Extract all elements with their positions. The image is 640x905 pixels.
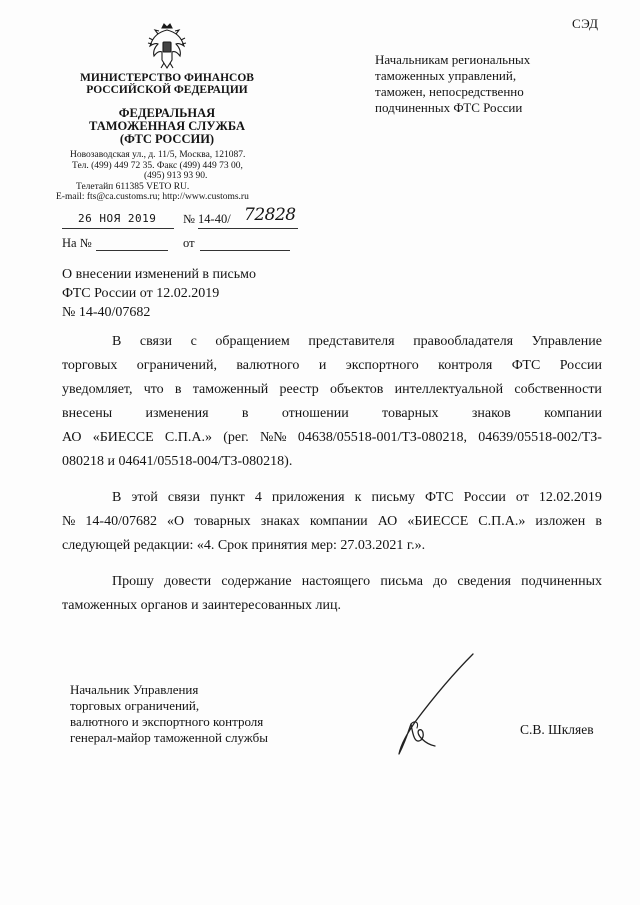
service-line: ФЕДЕРАЛЬНАЯ	[118, 106, 216, 120]
signer-name: С.В. Шкляев	[520, 722, 594, 737]
body-word: письма	[380, 574, 423, 589]
body-word: «О	[167, 514, 185, 529]
body-word: товарных	[194, 514, 251, 529]
body-word: связи	[167, 490, 200, 505]
registration-number-prefix: № 14-40/	[183, 212, 231, 226]
body-word: ФТС	[425, 490, 454, 505]
body-word: №	[62, 514, 76, 529]
subject-block	[62, 265, 256, 322]
body-word: пункт	[210, 490, 245, 505]
body-line	[62, 570, 602, 594]
subject-line: ФТС России от 12.02.2019	[62, 286, 220, 301]
body-word: АО	[62, 430, 82, 445]
contact-teletype: Телетайп 611385 VETO RU.	[76, 181, 190, 192]
body-word: ограничений,	[136, 358, 217, 373]
body-word: объектов	[330, 382, 384, 397]
body-word: этой	[131, 490, 158, 505]
body-word: изложен	[535, 514, 586, 529]
recipient-line: Начальникам региональных	[375, 52, 531, 67]
signatory-title	[70, 682, 268, 746]
body-word: с	[190, 334, 197, 349]
sed-mark: СЭД	[572, 16, 599, 31]
body-word: компании	[309, 514, 368, 529]
reference-number-label: На №	[62, 236, 92, 250]
body-word: В	[112, 490, 122, 505]
body-word: обращением	[215, 334, 290, 349]
body-word: в	[174, 382, 182, 397]
reference-date-blank	[200, 250, 290, 251]
body-word: сведения	[457, 574, 511, 589]
body-word: в	[241, 406, 249, 421]
number-underline	[198, 228, 298, 229]
body-word: №№	[259, 430, 287, 445]
contact-address: Новозаводская ул., д. 11/5, Москва, 121087.	[70, 150, 246, 160]
reference-date-label: от	[183, 236, 195, 250]
body-word: (рег.	[223, 430, 249, 445]
signatory-title-line: генерал-майор таможенной службы	[70, 730, 268, 745]
body-word: России	[463, 490, 506, 505]
service-name	[62, 107, 272, 146]
contact-phone: Тел. (499) 449 72 35. Факс (499) 449 73 00,	[72, 160, 243, 171]
body-word: контроля	[438, 358, 493, 373]
body-word: 14-40/07682	[85, 514, 157, 529]
signatory-title-line: валютного и экспортного контроля	[70, 714, 264, 729]
ministry-line: РОССИЙСКОЙ ФЕДЕРАЦИИ	[86, 84, 248, 96]
recipient-block	[375, 52, 575, 116]
body-word: от	[515, 490, 529, 505]
body-word: 12.02.2019	[538, 490, 602, 505]
body-word: что	[143, 382, 164, 397]
paragraph-3	[62, 570, 602, 618]
body-word: знаках	[260, 514, 300, 529]
body-line: таможенных органов и заинтересованных лиц.	[62, 598, 341, 613]
body-word: С.П.А.»	[164, 430, 212, 445]
body-word: собственности	[514, 382, 602, 397]
body-word: 04638/05518-001/ТЗ-080218,	[297, 430, 468, 445]
body-word: Прошу	[112, 574, 154, 589]
body-word: внесены	[62, 406, 113, 421]
registration-date: 26 НОЯ 2019	[78, 212, 157, 225]
reference-number-blank	[96, 250, 168, 251]
body-word: «БИЕССЕ	[92, 430, 154, 445]
body-word: товарных	[382, 406, 439, 421]
body-word: в	[595, 514, 602, 529]
date-underline	[62, 228, 174, 229]
letter-body	[62, 330, 602, 618]
signatory-title-line: торговых ограничений,	[70, 698, 200, 713]
body-line	[62, 354, 602, 378]
paragraph-2	[62, 486, 602, 558]
body-word: «БИЕССЕ	[407, 514, 469, 529]
recipient-line: подчиненных ФТС России	[375, 100, 523, 115]
body-word: Управление	[531, 334, 602, 349]
body-line: следующей редакции: «4. Срок принятия мер: 27.03.2021 г.».	[62, 538, 426, 553]
signatory-title-line: Начальник Управления	[70, 682, 199, 697]
body-word: таможенный	[192, 382, 269, 397]
body-word: ФТС	[511, 358, 541, 373]
contact-email: E-mail: fts@ca.customs.ru; http://www.customs.ru	[56, 192, 249, 202]
body-word: письму	[371, 490, 415, 505]
body-line	[62, 378, 602, 402]
ministry-name	[62, 72, 272, 96]
subject-line: О внесении изменений в письмо	[62, 267, 256, 282]
body-word: 4	[254, 490, 262, 505]
body-word: и	[318, 358, 327, 373]
service-line: ТАМОЖЕННАЯ СЛУЖБА	[89, 119, 245, 133]
body-word: до	[433, 574, 448, 589]
body-word: С.П.А.»	[478, 514, 526, 529]
body-word: реестр	[279, 382, 319, 397]
contact-block	[56, 150, 296, 203]
body-line	[62, 330, 602, 354]
body-word: экспортного	[345, 358, 419, 373]
body-word: содержание	[221, 574, 292, 589]
russian-coat-of-arms-icon	[145, 22, 189, 72]
body-word: уведомляет,	[62, 382, 133, 397]
body-word: связи	[139, 334, 173, 349]
body-word: представителя	[308, 334, 395, 349]
body-word: изменения	[145, 406, 209, 421]
body-line	[62, 402, 602, 426]
body-word: правообладателя	[413, 334, 514, 349]
body-word: 04639/05518-002/ТЗ-	[478, 430, 602, 445]
body-word: настоящего	[301, 574, 371, 589]
body-word: приложения	[271, 490, 345, 505]
body-word: АО	[377, 514, 398, 529]
registration-number-handwritten: 72828	[244, 205, 296, 225]
body-word: России	[559, 358, 602, 373]
body-word: компании	[544, 406, 602, 421]
body-word: интеллектуальной	[394, 382, 504, 397]
contact-phone-2: (495) 913 93 90.	[144, 171, 208, 181]
recipient-line: таможен, непосредственно	[375, 84, 524, 99]
body-word: торговых	[62, 358, 118, 373]
handwritten-signature-icon	[385, 650, 480, 760]
subject-line: № 14-40/07682	[62, 305, 151, 320]
body-line	[62, 486, 602, 510]
body-word: довести	[164, 574, 212, 589]
body-word: В	[112, 334, 122, 349]
body-word: к	[354, 490, 362, 505]
body-line: 080218 и 04641/05518-004/ТЗ-080218).	[62, 454, 293, 469]
body-line	[62, 510, 602, 534]
body-word: подчиненных	[521, 574, 602, 589]
service-line: (ФТС РОССИИ)	[119, 132, 215, 146]
body-word: отношении	[281, 406, 349, 421]
body-line	[62, 426, 602, 450]
body-word: валютного	[236, 358, 300, 373]
ministry-line: МИНИСТЕРСТВО ФИНАНСОВ	[80, 72, 254, 84]
body-word: знаков	[471, 406, 511, 421]
paragraph-1	[62, 330, 602, 474]
recipient-line: таможенных управлений,	[375, 68, 517, 83]
